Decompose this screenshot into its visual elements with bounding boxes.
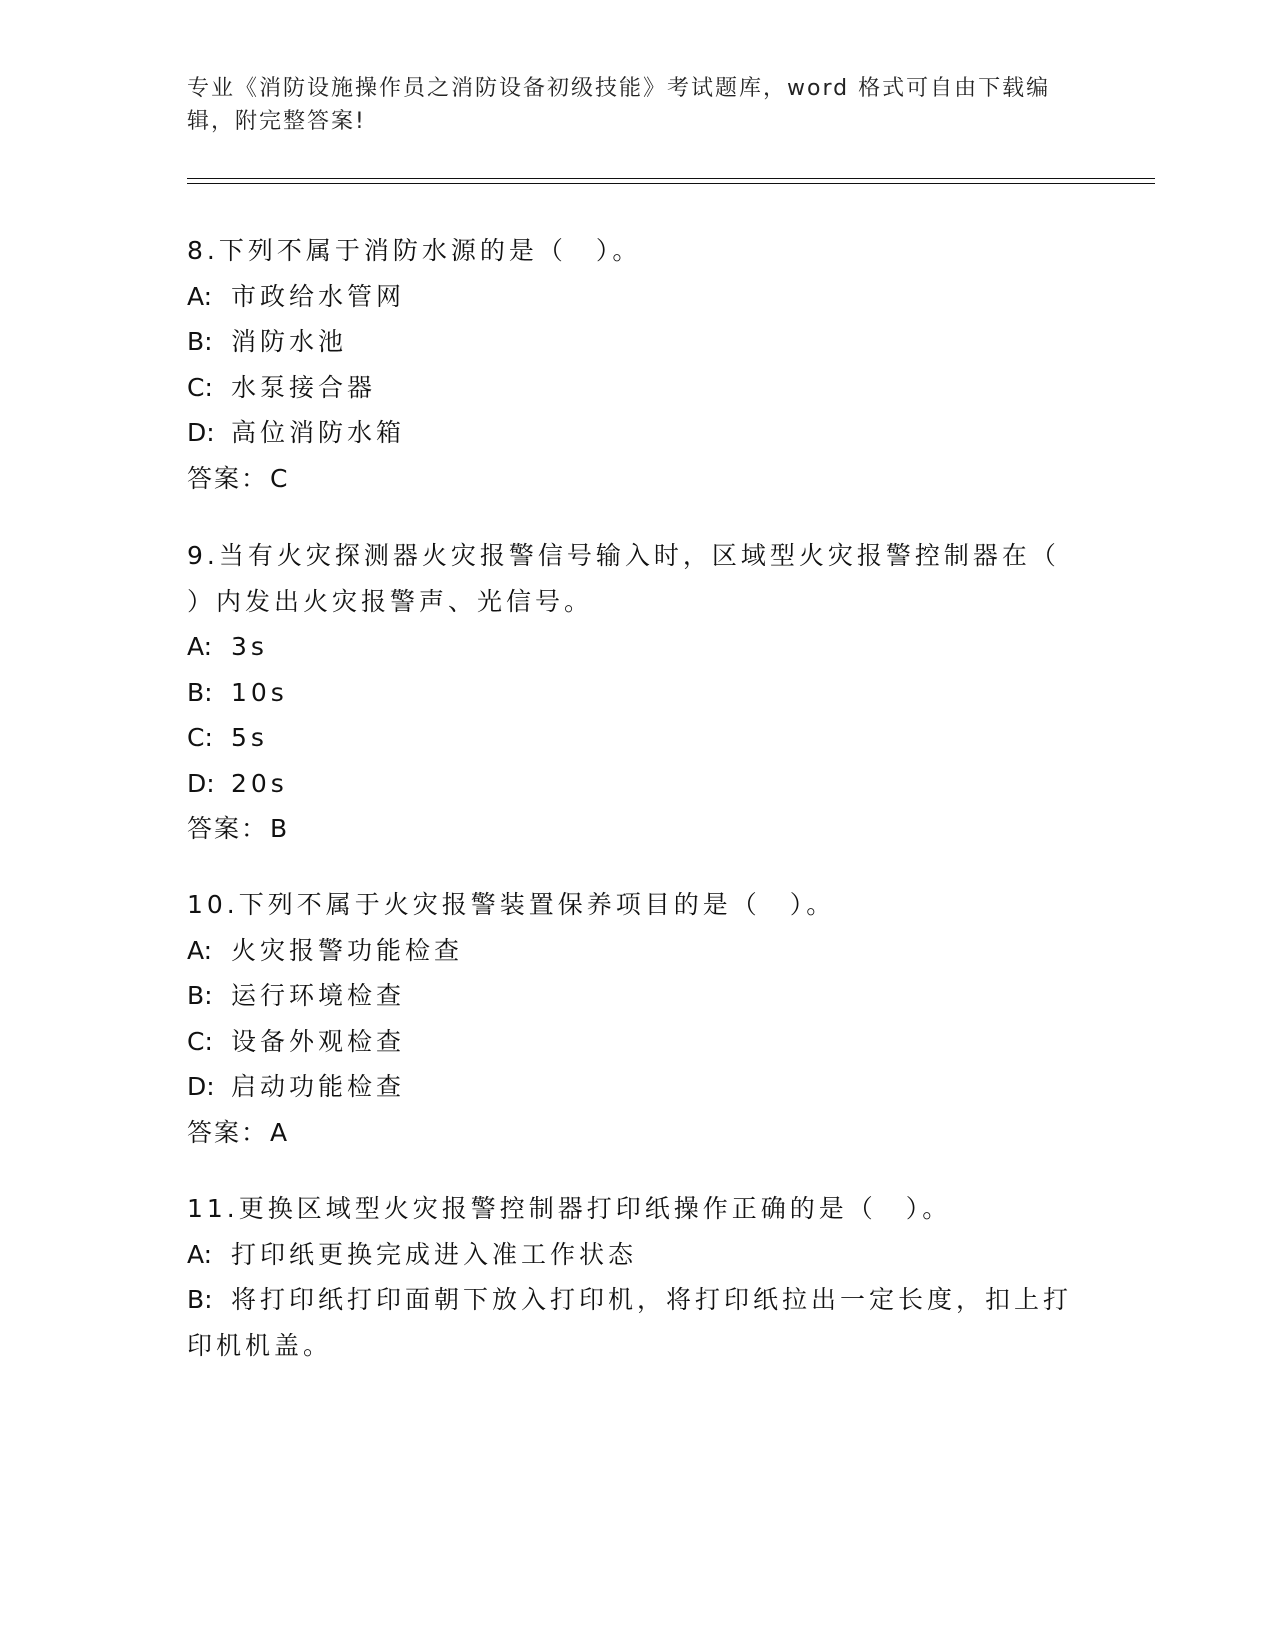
answer-label: 答案： (187, 463, 269, 493)
question-stem: 11.更换区域型火灾报警控制器打印纸操作正确的是（ ）。 (187, 1194, 952, 1223)
answer-value: C (270, 463, 290, 493)
option-letter: C: (187, 372, 213, 402)
option-text: 打印纸更换完成进入准工作状态 (231, 1239, 638, 1269)
answer-value: B (270, 814, 290, 843)
option-letter: D: (187, 768, 215, 798)
option-letter: A: (187, 281, 213, 311)
question-11 (187, 1186, 1087, 1368)
option-letter: B: (187, 981, 213, 1010)
option-letter: B: (187, 327, 213, 356)
option-letter: B: (187, 677, 213, 707)
answer (187, 806, 1087, 852)
question-8 (187, 228, 1087, 501)
option-text: 高位消防水箱 (231, 418, 406, 447)
question-stem: 8.下列不属于消防水源的是（ ）。 (187, 236, 642, 265)
option-c (187, 715, 1087, 761)
option-text: 消防水池 (231, 327, 348, 356)
option-a (187, 274, 1087, 320)
option-letter: A: (187, 1239, 213, 1269)
option-d (187, 410, 1087, 456)
option-text: 市政给水管网 (231, 281, 406, 311)
option-text: 20s (231, 768, 288, 798)
option-b (187, 670, 1087, 716)
option-letter: D: (187, 1072, 215, 1101)
header-line-2: 辑，附完整答案! (187, 109, 366, 134)
header-divider-bottom (187, 183, 1155, 184)
option-c (187, 365, 1087, 411)
option-letter: C: (187, 723, 213, 752)
option-text: 5s (231, 723, 268, 752)
option-b (187, 1277, 1087, 1323)
option-letter: B: (187, 1285, 213, 1314)
option-a (187, 624, 1087, 670)
option-text: 水泵接合器 (231, 372, 377, 402)
question-stem-continued: ）内发出火灾报警声、光信号。 (187, 586, 594, 616)
question-9 (187, 533, 1087, 852)
option-a (187, 1232, 1087, 1278)
header-line-1: 专业《消防设施操作员之消防设备初级技能》考试题库，word 格式可自由下载编 (187, 76, 1051, 101)
option-letter: A: (187, 935, 213, 965)
answer (187, 456, 1087, 502)
option-d (187, 1064, 1087, 1110)
option-b (187, 973, 1087, 1019)
answer-value: A (270, 1117, 290, 1147)
option-letter: D: (187, 418, 215, 447)
option-text: 设备外观检查 (231, 1026, 406, 1056)
header-divider-top (187, 178, 1155, 179)
answer-label: 答案： (187, 814, 269, 843)
option-a (187, 928, 1087, 974)
option-text: 运行环境检查 (231, 981, 406, 1010)
question-stem: 10.下列不属于火灾报警装置保养项目的是（ ）。 (187, 890, 836, 919)
option-text: 将打印纸打印面朝下放入打印机，将打印纸拉出一定长度，扣上打 (231, 1285, 1073, 1314)
document-header (187, 72, 1067, 138)
option-text: 火灾报警功能检查 (231, 935, 464, 965)
option-b-continued: 印机机盖。 (187, 1330, 333, 1360)
option-text: 10s (231, 677, 288, 707)
option-letter: A: (187, 632, 213, 661)
option-b (187, 319, 1087, 365)
option-c (187, 1019, 1087, 1065)
question-stem: 9.当有火灾探测器火灾报警信号输入时，区域型火灾报警控制器在（ (187, 541, 1060, 570)
option-text: 启动功能检查 (231, 1072, 406, 1101)
question-10 (187, 882, 1087, 1155)
option-letter: C: (187, 1026, 213, 1056)
answer-label: 答案： (187, 1117, 269, 1147)
option-d (187, 761, 1087, 807)
option-text: 3s (231, 632, 268, 661)
answer (187, 1110, 1087, 1156)
